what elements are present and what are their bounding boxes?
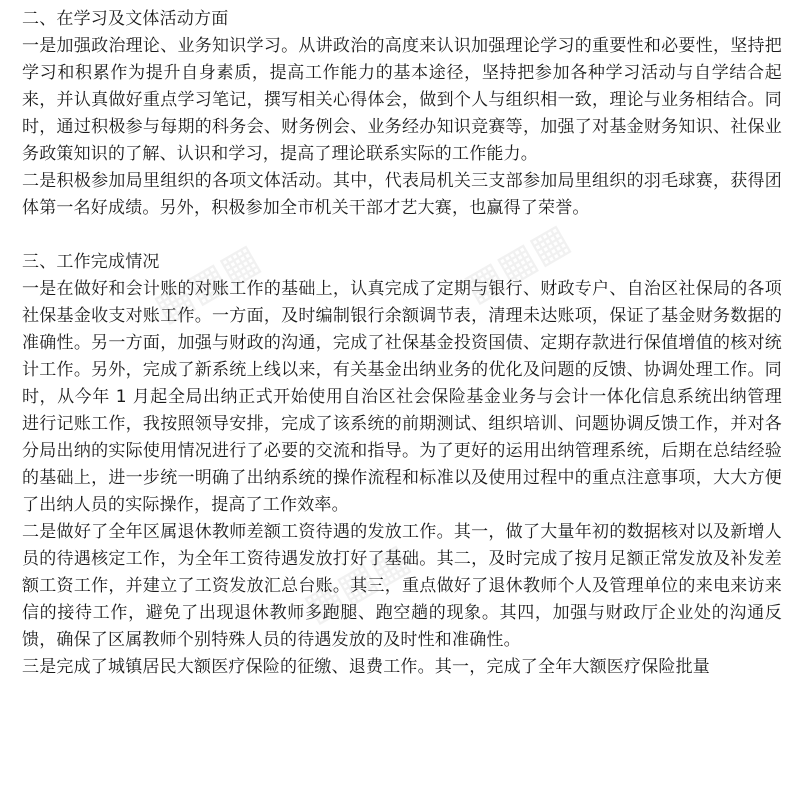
document-body bbox=[22, 6, 782, 681]
watermark: ▦▦▦ bbox=[456, 214, 578, 312]
paragraph: 二是积极参加局里组织的各项文体活动。其中，代表局机关三支部参加局里组织的羽毛球赛，获得团体第一名好成绩。另外，积极参加全市机关干部才艺大赛，也赢得了荣誉。 bbox=[22, 171, 782, 218]
paragraph: 二是做好了全年区属退休教师差额工资待遇的发放工作。其一，做了大量年初的数据核对以及新增人员的待遇核定工作，为全年工资待遇发放打好了基础。其二，及时完成了按月足额正常发放及补发差额工资工作，并建立了工资发放汇总台账。其三，重点做好了退休教师个人及管理单位的来电来访来信的接待工作，避免了出现退休教师多跑腿、跑空趟的现象。其四，加强与财政厅企业处的沟通反馈，确保了区属教师个别特殊人员的待遇发放的及时性和准确性。 bbox=[22, 522, 782, 650]
paragraph-spacer bbox=[22, 222, 782, 249]
paragraph: 三是完成了城镇居民大额医疗保险的征缴、退费工作。其一，完成了全年大额医疗保险批量 bbox=[22, 657, 710, 677]
section-heading: 二、在学习及文体活动方面 bbox=[22, 9, 229, 29]
paragraph: 一是加强政治理论、业务知识学习。从讲政治的高度来认识加强理论学习的重要性和必要性，坚持把学习和积累作为提升自身素质，提高工作能力的基本途径，坚持把参加各种学习活动与自学结合起来，并认真做好重点学习笔记，撰写相关心得体会，做到个人与组织相一致，理论与业务相结合。同时，通过积极参与每期的科务会、财务例会、业务经办知识竞赛等，加强了对基金财务知识、社保业务政策知识的了解、认识和学习，提高了理论联系实际的工作能力。 bbox=[22, 36, 782, 164]
watermark: ▦▦▦ bbox=[146, 234, 268, 332]
section-heading: 三、工作完成情况 bbox=[22, 252, 160, 272]
paragraph: 一是在做好和会计账的对账工作的基础上，认真完成了定期与银行、财政专户、自治区社保局的各项社保基金收支对账工作。一方面，及时编制银行余额调节表，清理未达账项，保证了基金财务数据的准确性。另一方面，加强与财政的沟通，完成了社保基金投资国债、定期存款进行保值增值的核对统计工作。另外，完成了新系统上线以来，有关基金出纳业务的优化及问题的反馈、协调处理工作。同时，从今年 1 月起全局出纳正式开始使用自治区社会保险基金业务与会计一体化信息系统出纳管理进行记账工作，我按照领导安排，完成了该系统的前期测试、组织培训、问题协调反馈工作，并对各分局出纳的实际使用情况进行了必要的交流和指导。为了更好的运用出纳管理系统，后期在总结经验的基础上，进一步统一明确了出纳系统的操作流程和标准以及使用过程中的重点注意事项，大大方便了出纳人员的实际操作，提高了工作效率。 bbox=[22, 279, 782, 515]
watermark: ▦▦▦ bbox=[296, 534, 418, 632]
